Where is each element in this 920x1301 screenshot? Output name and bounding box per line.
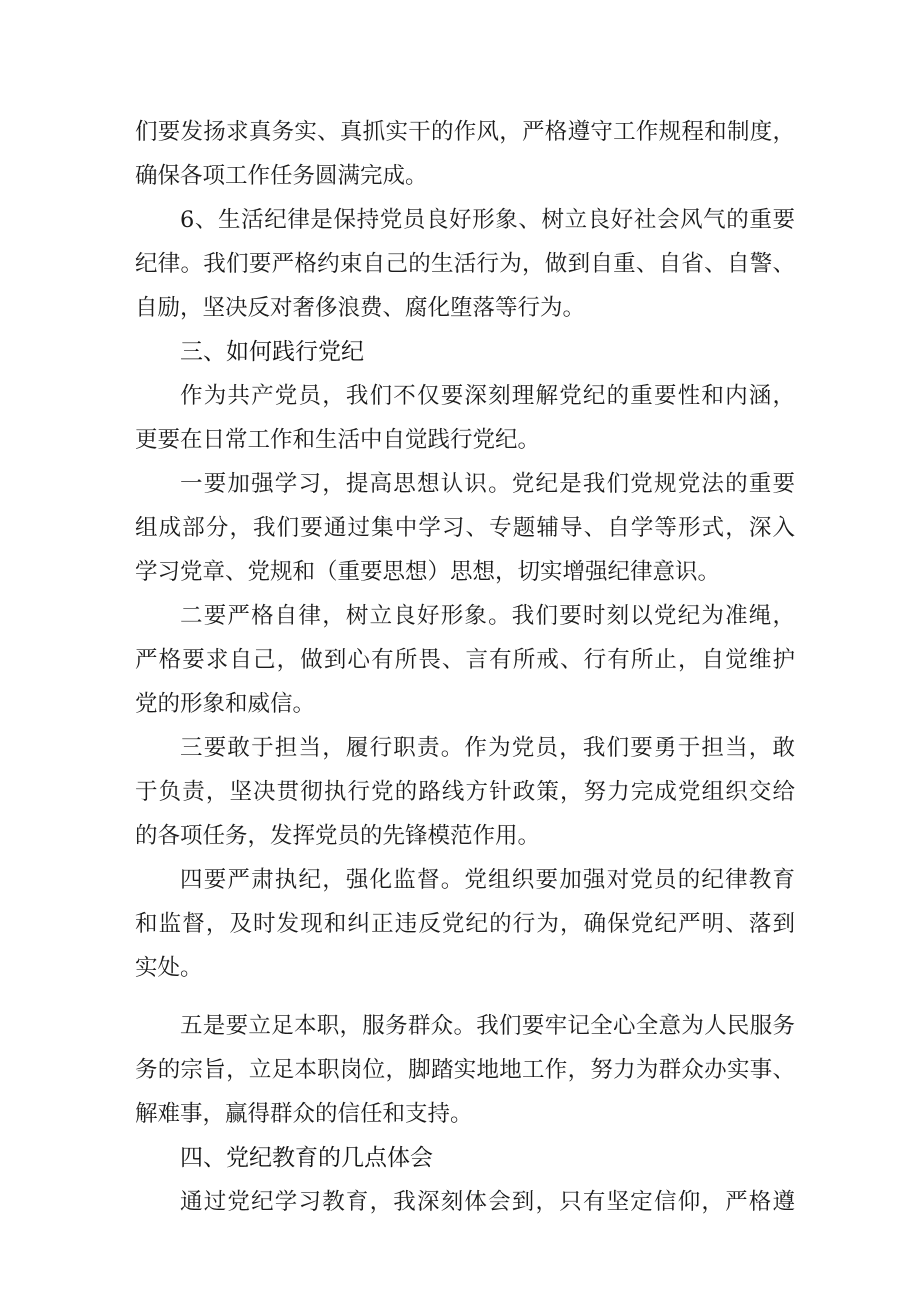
paragraph-line: 纪律。我们要严格约束自己的生活行为，做到自重、自省、自警、 bbox=[135, 251, 795, 277]
paragraph-line: 解难事，赢得群众的信任和支持。 bbox=[135, 1101, 473, 1127]
section-heading: 四、党纪教育的几点体会 bbox=[180, 1145, 433, 1171]
paragraph-line: 学习党章、党规和（重要思想）思想，切实增强纪律意识。 bbox=[135, 559, 721, 585]
paragraph-line: 作为共产党员，我们不仅要深刻理解党纪的重要性和内涵， bbox=[180, 383, 795, 409]
paragraph-line: 们要发扬求真务实、真抓实干的作风，严格遵守工作规程和制度， bbox=[135, 119, 795, 145]
paragraph-line: 自励，坚决反对奢侈浪费、腐化堕落等行为。 bbox=[135, 295, 586, 321]
paragraph-line: 二要严格自律，树立良好形象。我们要时刻以党纪为准绳， bbox=[180, 603, 795, 629]
paragraph-line: 实处。 bbox=[135, 955, 203, 981]
paragraph-line: 务的宗旨，立足本职岗位，脚踏实地地工作，努力为群众办实事、 bbox=[135, 1057, 795, 1083]
paragraph-line: 三要敢于担当，履行职责。作为党员，我们要勇于担当，敢 bbox=[180, 735, 795, 761]
section-heading: 三、如何践行党纪 bbox=[180, 339, 364, 365]
paragraph-line: 五是要立足本职，服务群众。我们要牢记全心全意为人民服务 bbox=[180, 1013, 795, 1039]
paragraph-line: 组成部分，我们要通过集中学习、专题辅导、自学等形式，深入 bbox=[135, 515, 795, 541]
paragraph-line: 于负责，坚决贯彻执行党的路线方针政策，努力完成党组织交给 bbox=[135, 779, 795, 805]
paragraph-line: 6、生活纪律是保持党员良好形象、树立良好社会风气的重要 bbox=[180, 207, 795, 233]
paragraph-line: 党的形象和威信。 bbox=[135, 691, 316, 717]
paragraph-line: 确保各项工作任务圆满完成。 bbox=[135, 163, 428, 189]
paragraph-line: 四要严肃执纪，强化监督。党组织要加强对党员的纪律教育 bbox=[180, 867, 795, 893]
paragraph-line: 一要加强学习，提高思想认识。党纪是我们党规党法的重要 bbox=[180, 471, 795, 497]
paragraph-line: 更要在日常工作和生活中自觉践行党纪。 bbox=[135, 427, 541, 453]
paragraph-line: 通过党纪学习教育，我深刻体会到，只有坚定信仰，严格遵 bbox=[180, 1189, 795, 1215]
paragraph-line: 严格要求自己，做到心有所畏、言有所戒、行有所止，自觉维护 bbox=[135, 647, 795, 673]
paragraph-line: 的各项任务，发挥党员的先锋模范作用。 bbox=[135, 823, 541, 849]
paragraph-line: 和监督，及时发现和纠正违反党纪的行为，确保党纪严明、落到 bbox=[135, 911, 795, 937]
